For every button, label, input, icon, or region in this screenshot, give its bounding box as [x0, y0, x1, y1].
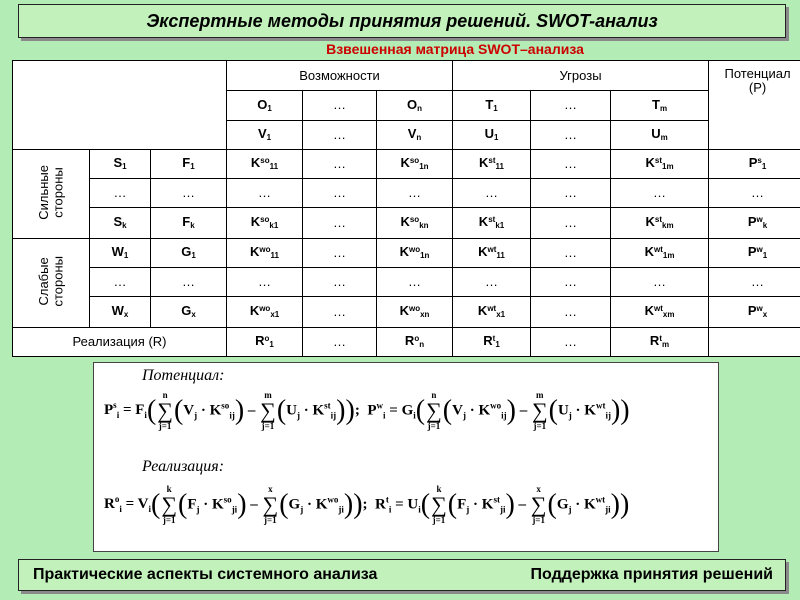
cell-dots: … — [151, 179, 227, 208]
cell-dots: … — [303, 297, 377, 327]
cell-dots: … — [611, 268, 709, 297]
table-row — [13, 208, 800, 238]
table-row — [13, 268, 800, 297]
cell-um: $U_m$ — [611, 120, 709, 149]
slide-title-bar — [18, 4, 786, 38]
cell-ksokn: $K^{so}_{kn}$ — [377, 208, 453, 238]
header-potential — [709, 61, 800, 150]
cell-psk: $P^w_k$ — [709, 208, 800, 238]
cell-wx: $W_x$ — [90, 297, 151, 327]
cell-dots: … — [531, 268, 611, 297]
cell-dots: … — [453, 179, 531, 208]
cell-v1: $V_1$ — [227, 120, 303, 149]
cell-dots: … — [531, 149, 611, 178]
cell-tm: $T_m$ — [611, 91, 709, 120]
cell-kwox1: $K^{wo}_{x1}$ — [227, 297, 303, 327]
header-opportunities: Возможности — [227, 61, 453, 91]
cell-ro1: $R^o_1$ — [227, 327, 303, 356]
matrix-subtitle-text: Взвешенная матрица SWOT–анализа — [326, 41, 584, 57]
table-row — [13, 149, 800, 178]
cell-s1: $S_1$ — [90, 149, 151, 178]
cell-dots: … — [709, 268, 800, 297]
weak-sides-label — [13, 238, 90, 327]
cell-dots: … — [531, 327, 611, 356]
cell-kwt1m: $K^{wt}_{1m}$ — [611, 238, 709, 267]
slide-title: Экспертные методы принятия решений. SWOT-анализ — [146, 10, 658, 31]
corner-cell — [13, 61, 227, 150]
cell-on: $O_n$ — [377, 91, 453, 120]
matrix-subtitle — [0, 41, 800, 57]
cell-ps1: $P^s_1$ — [709, 149, 800, 178]
cell-pwx: $P^w_x$ — [709, 297, 800, 327]
cell-empty — [709, 327, 800, 356]
cell-dots: … — [227, 179, 303, 208]
cell-dots: … — [531, 179, 611, 208]
cell-kst11: $K^{st}_{11}$ — [453, 149, 531, 178]
cell-kstk1: $K^{st}_{k1}$ — [453, 208, 531, 238]
cell-kst1m: $K^{st}_{1m}$ — [611, 149, 709, 178]
cell-dots: … — [227, 268, 303, 297]
cell-ksok1: $K^{so}_{k1}$ — [227, 208, 303, 238]
realization-caption: Реализация: — [142, 458, 225, 475]
cell-dots: … — [611, 179, 709, 208]
formula-box — [93, 362, 719, 552]
cell-dots: … — [151, 268, 227, 297]
cell-rt1: $R^t_1$ — [453, 327, 531, 356]
cell-gx: $G_x$ — [151, 297, 227, 327]
cell-dots: … — [453, 268, 531, 297]
cell-dots: … — [90, 268, 151, 297]
cell-kwo11: $K^{wo}_{11}$ — [227, 238, 303, 267]
table-row — [13, 327, 800, 356]
cell-sk: $S_k$ — [90, 208, 151, 238]
cell-rtm: $R^t_m$ — [611, 327, 709, 356]
cell-kstkm: $K^{st}_{km}$ — [611, 208, 709, 238]
cell-dots: … — [303, 91, 377, 120]
cell-dots: … — [303, 268, 377, 297]
cell-dots: … — [531, 238, 611, 267]
weak-sides-text: Слабые стороны — [35, 255, 65, 307]
cell-w1: $W_1$ — [90, 238, 151, 267]
cell-dots: … — [90, 179, 151, 208]
strong-sides-label — [13, 149, 90, 238]
strong-sides-text: Сильные стороны — [35, 164, 65, 220]
cell-vn: $V_n$ — [377, 120, 453, 149]
cell-kwo1n: $K^{wo}_{1n}$ — [377, 238, 453, 267]
cell-kwtx1: $K^{wt}_{x1}$ — [453, 297, 531, 327]
cell-dots: … — [303, 238, 377, 267]
cell-dots: … — [377, 179, 453, 208]
cell-kwoxn: $K^{wo}_{xn}$ — [377, 297, 453, 327]
cell-pw1: $P^w_1$ — [709, 238, 800, 267]
footer-section-title: Поддержка принятия решений — [530, 566, 773, 583]
cell-o1: $O_1$ — [227, 91, 303, 120]
table-row — [13, 61, 800, 91]
table-row — [13, 179, 800, 208]
cell-dots: … — [303, 208, 377, 238]
realization-label: Реализация (R) — [13, 327, 227, 356]
potential-formula: $P^s_i = F_i$( n ∑ j=1 $(V_j \cdot K^{so}_{ij})$ – m ∑ j=1 $(U_j \cdot K^{st}_{ij})$); $P^w_i = G_i$( n ∑ j=1 $(V_j \cdot K^{wo}_{ij})$ – m ∑ j=1 $(U_j \cdot K^{wt}_{ij})$) — [104, 390, 630, 431]
realization-formula: $R^o_i = V_i$( k ∑ j=1 $(F_j \cdot K^{so}_{ji})$ – x ∑ j=1 $(G_j \cdot K^{wo}_{ji})$); $R^t_i = U_i$( k ∑ j=1 $(F_j \cdot K^{st}_{ji})$ – x ∑ j=1 $(G_j \cdot K^{wt}_{ji})$) — [104, 484, 630, 525]
footer-course-title: Практические аспекты системного анализа — [33, 566, 378, 583]
table-row — [13, 297, 800, 327]
potential-caption: Потенциал: — [142, 367, 225, 384]
cell-dots: … — [303, 179, 377, 208]
cell-kwtxm: $K^{wt}_{xm}$ — [611, 297, 709, 327]
cell-dots: … — [531, 208, 611, 238]
cell-dots: … — [531, 120, 611, 149]
cell-u1: $U_1$ — [453, 120, 531, 149]
table-row — [13, 238, 800, 267]
cell-t1: $T_1$ — [453, 91, 531, 120]
cell-fk: $F_k$ — [151, 208, 227, 238]
cell-dots: … — [303, 327, 377, 356]
potential-symbol: (P) — [748, 80, 767, 96]
cell-ron: $R^o_n$ — [377, 327, 453, 356]
cell-dots: … — [531, 297, 611, 327]
cell-f1: $F_1$ — [151, 149, 227, 178]
potential-label: Потенциал — [724, 66, 791, 81]
cell-dots: … — [531, 91, 611, 120]
cell-dots: … — [303, 149, 377, 178]
cell-dots: … — [303, 120, 377, 149]
footer-bar — [18, 559, 786, 591]
cell-kso11: $K^{so}_{11}$ — [227, 149, 303, 178]
cell-dots: … — [709, 179, 800, 208]
swot-matrix-table — [12, 60, 800, 357]
cell-kwt11: $K^{wt}_{11}$ — [453, 238, 531, 267]
header-threats: Угрозы — [453, 61, 709, 91]
cell-dots: … — [377, 268, 453, 297]
cell-kso1n: $K^{so}_{1n}$ — [377, 149, 453, 178]
cell-g1: $G_1$ — [151, 238, 227, 267]
